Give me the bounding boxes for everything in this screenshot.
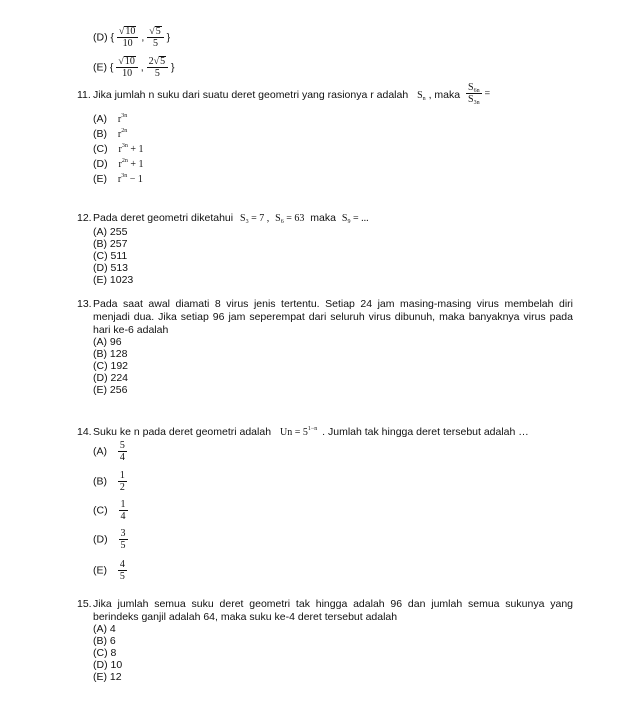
q13-option-d: (D) 224 (93, 372, 129, 384)
q13-number: 13. (77, 298, 92, 310)
q11-text: Jika jumlah n suku dari suatu deret geometri yang rasionya r adalah (93, 89, 409, 101)
q14-option-d: (D) $\frac{3}{5}$ (93, 528, 126, 551)
q12-option-e: (E) 1023 (93, 274, 134, 286)
q12-s9: $S_9$ = ... (341, 213, 369, 225)
q15-option-d: (D) 10 (93, 659, 123, 671)
q10-e-frac2-den: 5 (154, 68, 160, 79)
q12-question (93, 212, 369, 225)
sqrt-symbol: √ (118, 26, 125, 37)
q14-text-before: Suku ke n pada deret geometri adalah (93, 426, 272, 438)
q11-option-d: (D) $r^{2n} + 1$ (93, 158, 144, 170)
q12-s6: $S_6 = 63$ (275, 213, 305, 225)
q11-option-e: (E) $r^{3n} - 1$ (93, 173, 143, 185)
q11-option-a: (A) $r^{3n}$ (93, 113, 128, 125)
q12-option-b: (B) 257 (93, 238, 128, 250)
q14-number: 14. (77, 426, 92, 438)
q13-option-c: (C) 192 (93, 360, 129, 372)
q10-d-frac2 (147, 26, 164, 49)
sqrt-symbol: √ (153, 56, 160, 67)
q10-e-sep: , (140, 61, 144, 74)
q11-option-b: (B) $r^{2n}$ (93, 128, 128, 140)
q13-line-1: Pada saat awal diamati 8 virus jenis tertentu. Setiap 24 jam masing-masing virus membelah diri (93, 298, 573, 310)
q11-maka: , maka (428, 89, 461, 101)
q12-maka: maka (310, 212, 336, 224)
q10-e-close: } (171, 61, 175, 74)
sqrt-symbol: √ (149, 26, 155, 37)
q15-number: 15. (77, 598, 92, 610)
q13-line-3: hari ke-6 adalah (93, 324, 169, 336)
q14-un: $Un = 5^{1-n}$ (279, 426, 318, 438)
q15-line-1: Jika jumlah semua suku deret geometri tak hingga adalah 96 dan jumlah semua sukunya yang (93, 598, 573, 610)
q11-number: 11. (77, 89, 91, 101)
q12-text: Pada deret geometri diketahui (93, 212, 234, 224)
q11-question (93, 89, 460, 102)
q14-text-after: . Jumlah tak hingga deret tersebut adalah … (322, 426, 529, 438)
q10-option-e-label: (E) { (93, 61, 114, 74)
q10-d-sep: , (141, 31, 145, 44)
q15-option-b: (B) 6 (93, 635, 116, 647)
q13-option-e: (E) 256 (93, 384, 128, 396)
q11-frac: $\frac{S_{6n}}{S_{3n}}$ (468, 82, 480, 106)
q14-option-b: (B) $\frac{1}{2}$ (93, 470, 125, 493)
q10-d-close: } (166, 31, 171, 44)
q10-e-frac1-num: 10 (124, 56, 135, 67)
q14-option-e: (E) $\frac{4}{5}$ (93, 559, 125, 582)
q12-option-a: (A) 255 (93, 226, 128, 238)
q10-e-frac2 (147, 56, 169, 79)
q12-s3: $S_3 = 7$ , (240, 213, 270, 225)
q11-ratio (466, 82, 490, 105)
sqrt-symbol: √ (118, 56, 124, 67)
q10-d-frac2-den: 5 (152, 38, 158, 49)
q10-e-frac1-den: 10 (122, 68, 133, 79)
q10-d-frac1-den: 10 (122, 38, 133, 49)
q13-option-a: (A) 96 (93, 336, 122, 348)
q11-sn: $S_n$ (417, 90, 426, 102)
q11-option-c: (C) $r^{3n} + 1$ (93, 143, 144, 155)
q10-e-frac2-coef: 2 (148, 56, 154, 67)
q14-option-a: (A) $\frac{5}{4}$ (93, 440, 125, 463)
q15-option-c: (C) 8 (93, 647, 117, 659)
q10-option-d-label: (D) { (93, 31, 114, 44)
q15-option-e: (E) 12 (93, 671, 122, 683)
q15-line-2: berindeks ganjil adalah 64, maka suku ke-4 deret tersebut adalah (93, 611, 398, 623)
q15-option-a: (A) 4 (93, 623, 116, 635)
q10-d-frac1 (117, 26, 139, 49)
q12-option-c: (C) 511 (93, 250, 128, 262)
q10-option-d (93, 26, 170, 49)
q10-e-frac2-num: 5 (160, 56, 166, 67)
q10-d-frac1-num: 10 (125, 26, 136, 37)
q14-option-c: (C) $\frac{1}{4}$ (93, 499, 126, 522)
q11-equals: = (484, 88, 491, 100)
q10-option-e (93, 56, 175, 79)
q12-option-d: (D) 513 (93, 262, 129, 274)
q12-number: 12. (77, 212, 92, 224)
q13-option-b: (B) 128 (93, 348, 128, 360)
q10-d-frac2-num: 5 (155, 26, 161, 37)
q13-line-2: menjadi dua. Jika setiap 96 jam seperempat dari seluruh virus dibunuh, maka banyaknya virus pada (93, 311, 573, 323)
q14-question (93, 426, 529, 439)
q10-e-frac1 (116, 56, 138, 79)
